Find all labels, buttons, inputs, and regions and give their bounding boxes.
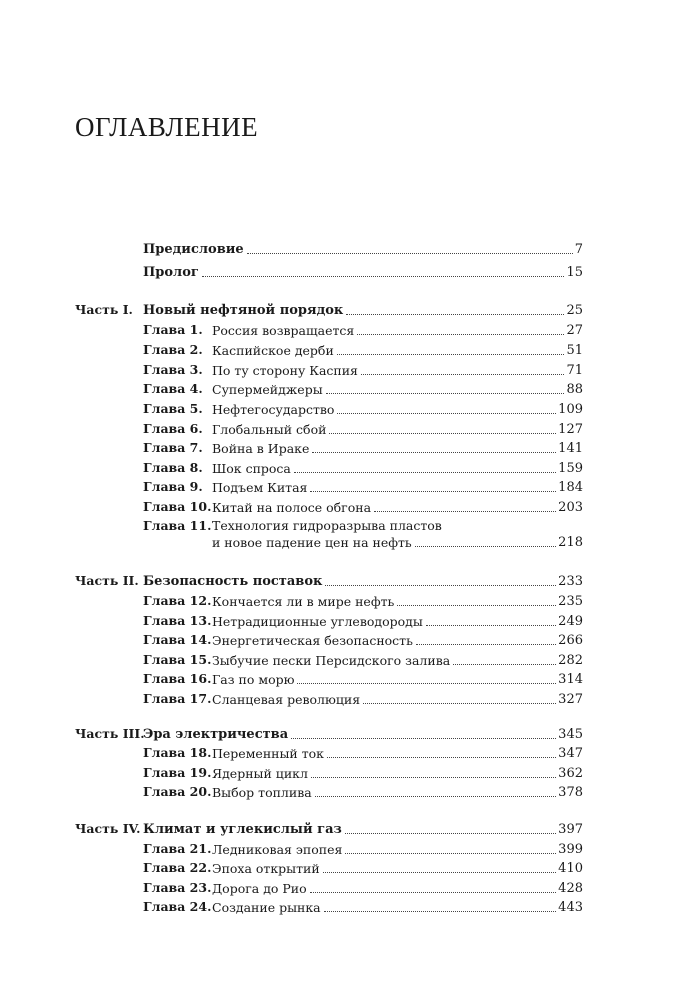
chapter-title: Сланцевая революция <box>212 691 361 707</box>
chapter-label: Глава 19. <box>143 765 212 780</box>
chapter-title: Дорога до Рио <box>212 880 307 896</box>
part-label: Часть III. <box>75 726 145 741</box>
chapter-title: Нетрадиционные углеводороды <box>212 613 423 629</box>
chapter-label: Глава 7. <box>143 440 203 455</box>
chapter-label: Глава 24. <box>143 899 212 914</box>
chapter-page: 27 <box>566 323 583 338</box>
dot-leader <box>327 756 556 758</box>
toc-chapter-23[interactable] <box>0 877 686 897</box>
chapter-page: 347 <box>558 746 583 761</box>
toc-chapter-8[interactable] <box>0 457 686 477</box>
entry-title: Пролог <box>143 265 199 280</box>
chapter-title: Война в Ираке <box>212 440 310 456</box>
chapter-page: 141 <box>558 441 583 456</box>
chapter-label: Глава 5. <box>143 401 203 416</box>
dot-leader <box>202 275 565 277</box>
chapter-label: Глава 3. <box>143 362 203 377</box>
dot-leader <box>324 910 557 912</box>
dot-leader <box>325 584 556 586</box>
chapter-label: Глава 23. <box>143 880 212 895</box>
toc-part-1[interactable] <box>0 299 686 319</box>
part-page: 397 <box>558 822 583 837</box>
chapter-page: 327 <box>558 692 583 707</box>
toc-entry-preface[interactable] <box>0 238 686 258</box>
dot-leader <box>310 490 556 492</box>
part-page: 233 <box>558 574 583 589</box>
part-page: 25 <box>566 303 583 318</box>
chapter-title: Зыбучие пески Персидского залива <box>212 652 451 668</box>
chapter-page: 314 <box>558 672 583 687</box>
chapter-label: Глава 16. <box>143 671 212 686</box>
chapter-page: 399 <box>558 842 583 857</box>
part-label: Часть I. <box>75 302 133 317</box>
chapter-title: Россия возвращается <box>212 322 355 338</box>
chapter-page: 282 <box>558 653 583 668</box>
dot-leader <box>337 353 565 355</box>
dot-leader <box>315 795 556 797</box>
chapter-title: Газ по морю <box>212 671 295 687</box>
chapter-title: Каспийское дерби <box>212 342 334 358</box>
toc-chapter-19[interactable] <box>0 762 686 782</box>
toc-part-4[interactable] <box>0 818 686 838</box>
dot-leader <box>426 624 556 626</box>
dot-leader <box>346 313 564 315</box>
chapter-page: 71 <box>566 363 583 378</box>
part-title: Эра электричества <box>143 727 289 742</box>
chapter-title: Шок спроса <box>212 460 291 476</box>
chapter-page: 410 <box>558 861 583 876</box>
chapter-label: Глава 22. <box>143 860 212 875</box>
toc-part-2[interactable] <box>0 570 686 590</box>
chapter-label: Глава 14. <box>143 632 212 647</box>
dot-leader <box>357 333 564 335</box>
dot-leader <box>312 451 556 453</box>
part-label: Часть IV. <box>75 821 141 836</box>
dot-leader <box>345 852 556 854</box>
toc-chapter-16[interactable] <box>0 668 686 688</box>
toc-part-3[interactable] <box>0 723 686 743</box>
toc-chapter-2[interactable] <box>0 339 686 359</box>
toc-chapter-20[interactable] <box>0 781 686 801</box>
chapter-page: 443 <box>558 900 583 915</box>
chapter-label: Глава 11. <box>143 518 212 533</box>
chapter-page: 159 <box>558 461 583 476</box>
dot-leader <box>374 510 556 512</box>
chapter-page: 109 <box>558 402 583 417</box>
toc-chapter-7[interactable] <box>0 437 686 457</box>
chapter-label: Глава 12. <box>143 593 212 608</box>
chapter-title: Выбор топлива <box>212 784 312 800</box>
toc-chapter-12[interactable] <box>0 590 686 610</box>
chapter-page: 266 <box>558 633 583 648</box>
entry-title: Предисловие <box>143 242 244 257</box>
chapter-title: Глобальный сбой <box>212 421 327 437</box>
entry-page: 15 <box>566 265 583 280</box>
chapter-label: Глава 10. <box>143 499 212 514</box>
part-title: Климат и углекислый газ <box>143 822 342 837</box>
chapter-label: Глава 6. <box>143 421 203 436</box>
chapter-label: Глава 15. <box>143 652 212 667</box>
dot-leader <box>415 545 556 547</box>
chapter-page: 362 <box>558 766 583 781</box>
dot-leader <box>345 832 556 834</box>
chapter-page: 51 <box>566 343 583 358</box>
chapter-label: Глава 18. <box>143 745 212 760</box>
dot-leader <box>310 891 557 893</box>
chapter-title-line2: и новое падение цен на нефть <box>212 534 412 550</box>
dot-leader <box>247 252 573 254</box>
chapter-label: Глава 4. <box>143 381 203 396</box>
chapter-title: Энергетическая безопасность <box>212 632 413 648</box>
toc-chapter-6[interactable] <box>0 418 686 438</box>
chapter-title: Ледниковая эпопея <box>212 841 343 857</box>
dot-leader <box>337 412 556 414</box>
chapter-label: Глава 8. <box>143 460 203 475</box>
dot-leader <box>311 776 556 778</box>
chapter-page: 184 <box>558 480 583 495</box>
chapter-label: Глава 20. <box>143 784 212 799</box>
chapter-page: 88 <box>566 382 583 397</box>
chapter-label: Глава 17. <box>143 691 212 706</box>
chapter-title: Кончается ли в мире нефть <box>212 593 395 609</box>
chapter-title: Китай на полосе обгона <box>212 499 372 515</box>
toc-chapter-13[interactable] <box>0 610 686 630</box>
chapter-page: 249 <box>558 614 583 629</box>
chapter-title: Нефтегосударство <box>212 401 335 417</box>
part-label: Часть II. <box>75 573 139 588</box>
page-title: ОГЛАВЛЕНИЕ <box>75 112 259 142</box>
chapter-label: Глава 1. <box>143 322 203 337</box>
dot-leader <box>361 373 565 375</box>
dot-leader <box>326 392 565 394</box>
part-page: 345 <box>558 727 583 742</box>
chapter-title: Технология гидроразрыва пластов <box>212 518 442 533</box>
toc-chapter-10[interactable] <box>0 496 686 516</box>
chapter-label: Глава 2. <box>143 342 203 357</box>
toc-chapter-24[interactable] <box>0 896 686 916</box>
chapter-title: Эпоха открытий <box>212 860 320 876</box>
chapter-page: 203 <box>558 500 583 515</box>
toc-chapter-11-cont[interactable] <box>0 531 686 551</box>
chapter-page: 127 <box>558 422 583 437</box>
toc-chapter-4[interactable] <box>0 378 686 398</box>
toc-chapter-3[interactable] <box>0 359 686 379</box>
part-title: Безопасность поставок <box>143 574 323 589</box>
chapter-page: 428 <box>558 881 583 896</box>
chapter-title: Супермейджеры <box>212 381 323 397</box>
toc-entry-prologue[interactable] <box>0 261 686 281</box>
dot-leader <box>397 604 556 606</box>
toc-chapter-5[interactable] <box>0 398 686 418</box>
chapter-page: 378 <box>558 785 583 800</box>
toc-chapter-18[interactable] <box>0 742 686 762</box>
chapter-page: 218 <box>558 535 583 550</box>
dot-leader <box>363 702 556 704</box>
toc-chapter-21[interactable] <box>0 838 686 858</box>
chapter-label: Глава 21. <box>143 841 212 856</box>
chapter-title: Ядерный цикл <box>212 765 308 781</box>
part-title: Новый нефтяной порядок <box>143 303 344 318</box>
dot-leader <box>416 643 556 645</box>
chapter-title: Переменный ток <box>212 745 324 761</box>
toc-chapter-9[interactable] <box>0 476 686 496</box>
dot-leader <box>297 682 556 684</box>
chapter-title: Подъем Китая <box>212 479 308 495</box>
dot-leader <box>291 737 556 739</box>
toc-chapter-15[interactable] <box>0 649 686 669</box>
chapter-label: Глава 13. <box>143 613 212 628</box>
toc-chapter-1[interactable] <box>0 319 686 339</box>
dot-leader <box>294 471 556 473</box>
toc-chapter-22[interactable] <box>0 857 686 877</box>
chapter-page: 235 <box>558 594 583 609</box>
entry-page: 7 <box>574 242 583 257</box>
toc-chapter-14[interactable] <box>0 629 686 649</box>
chapter-title: Создание рынка <box>212 899 321 915</box>
chapter-title: По ту сторону Каспия <box>212 362 358 378</box>
chapter-label: Глава 9. <box>143 479 203 494</box>
toc-chapter-17[interactable] <box>0 688 686 708</box>
dot-leader <box>329 432 556 434</box>
dot-leader <box>453 663 556 665</box>
dot-leader <box>323 871 556 873</box>
